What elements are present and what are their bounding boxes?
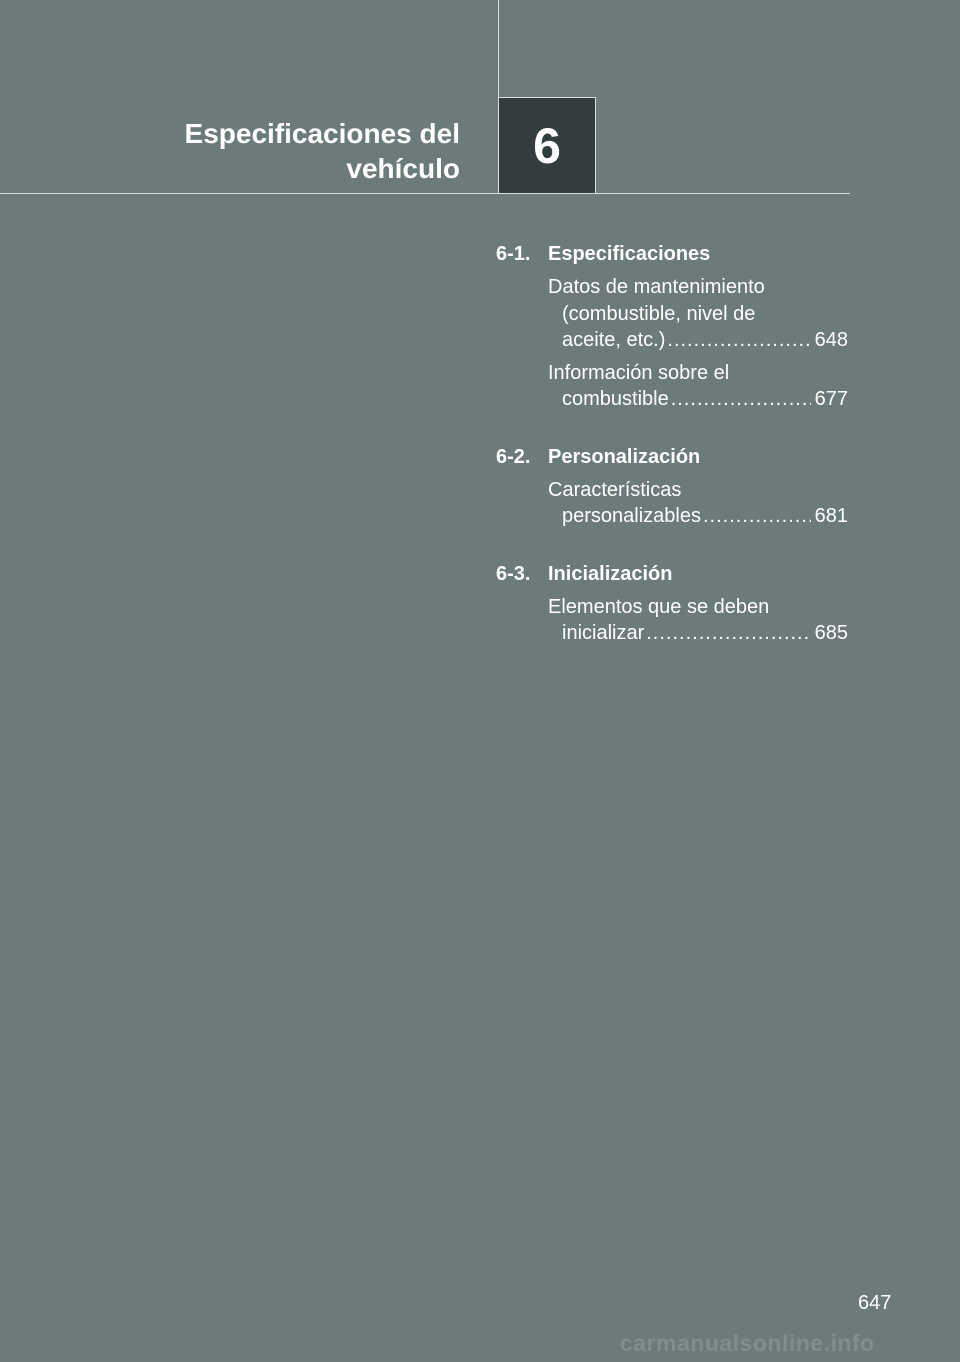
table-of-contents bbox=[496, 240, 848, 677]
toc-section-6-2 bbox=[496, 443, 848, 530]
section-number: 6-2. bbox=[496, 445, 531, 468]
dot-leader bbox=[703, 503, 811, 530]
section-heading bbox=[496, 443, 848, 471]
page-number: 647 bbox=[858, 1292, 892, 1314]
section-title: Especificaciones bbox=[548, 243, 711, 265]
entry-text-continued: (combustible, nivel de bbox=[562, 302, 756, 325]
entry-text-end: combustible bbox=[562, 388, 669, 410]
dot-leader bbox=[667, 327, 810, 354]
entry-last-line bbox=[548, 620, 848, 647]
dot-leader bbox=[646, 620, 810, 647]
watermark: carmanualsonline.info bbox=[620, 1330, 875, 1356]
toc-section-6-1 bbox=[496, 240, 848, 413]
chapter-number: 6 bbox=[533, 117, 561, 174]
chapter-number-box bbox=[499, 97, 596, 193]
entry-last-line bbox=[548, 327, 848, 354]
dot-leader bbox=[671, 386, 811, 413]
entry-page: 677 bbox=[814, 388, 848, 410]
toc-entry-informacion-combustible[interactable] bbox=[496, 360, 848, 413]
entry-text: Características bbox=[548, 478, 682, 501]
toc-entry-caracteristicas-personalizables[interactable] bbox=[496, 477, 848, 530]
entry-text: Datos de mantenimiento bbox=[548, 276, 765, 298]
entry-page: 681 bbox=[814, 505, 848, 527]
section-number: 6-3. bbox=[496, 562, 531, 585]
horizontal-rule bbox=[0, 193, 850, 194]
entry-page: 685 bbox=[814, 622, 848, 644]
entry-text-end: personalizables bbox=[562, 505, 701, 527]
chapter-title-line2: vehículo bbox=[346, 153, 460, 184]
chapter-title bbox=[185, 116, 460, 186]
section-title: Inicialización bbox=[548, 562, 673, 585]
toc-entry-datos-mantenimiento[interactable] bbox=[496, 274, 848, 354]
chapter-title-line1: Especificaciones del bbox=[184, 118, 460, 149]
section-number: 6-1. bbox=[496, 243, 531, 265]
entry-last-line bbox=[548, 503, 848, 530]
entry-text-end: aceite, etc.) bbox=[562, 329, 666, 351]
section-title: Personalización bbox=[548, 445, 701, 468]
entry-text: Información sobre el bbox=[548, 361, 730, 384]
entry-text-end: inicializar bbox=[562, 622, 645, 644]
section-heading bbox=[496, 240, 848, 268]
section-heading bbox=[496, 560, 848, 588]
toc-section-6-3 bbox=[496, 560, 848, 647]
entry-page: 648 bbox=[814, 329, 848, 351]
toc-entry-elementos-inicializar[interactable] bbox=[496, 594, 848, 647]
entry-text: Elementos que se deben bbox=[548, 595, 770, 618]
entry-last-line bbox=[548, 386, 848, 413]
